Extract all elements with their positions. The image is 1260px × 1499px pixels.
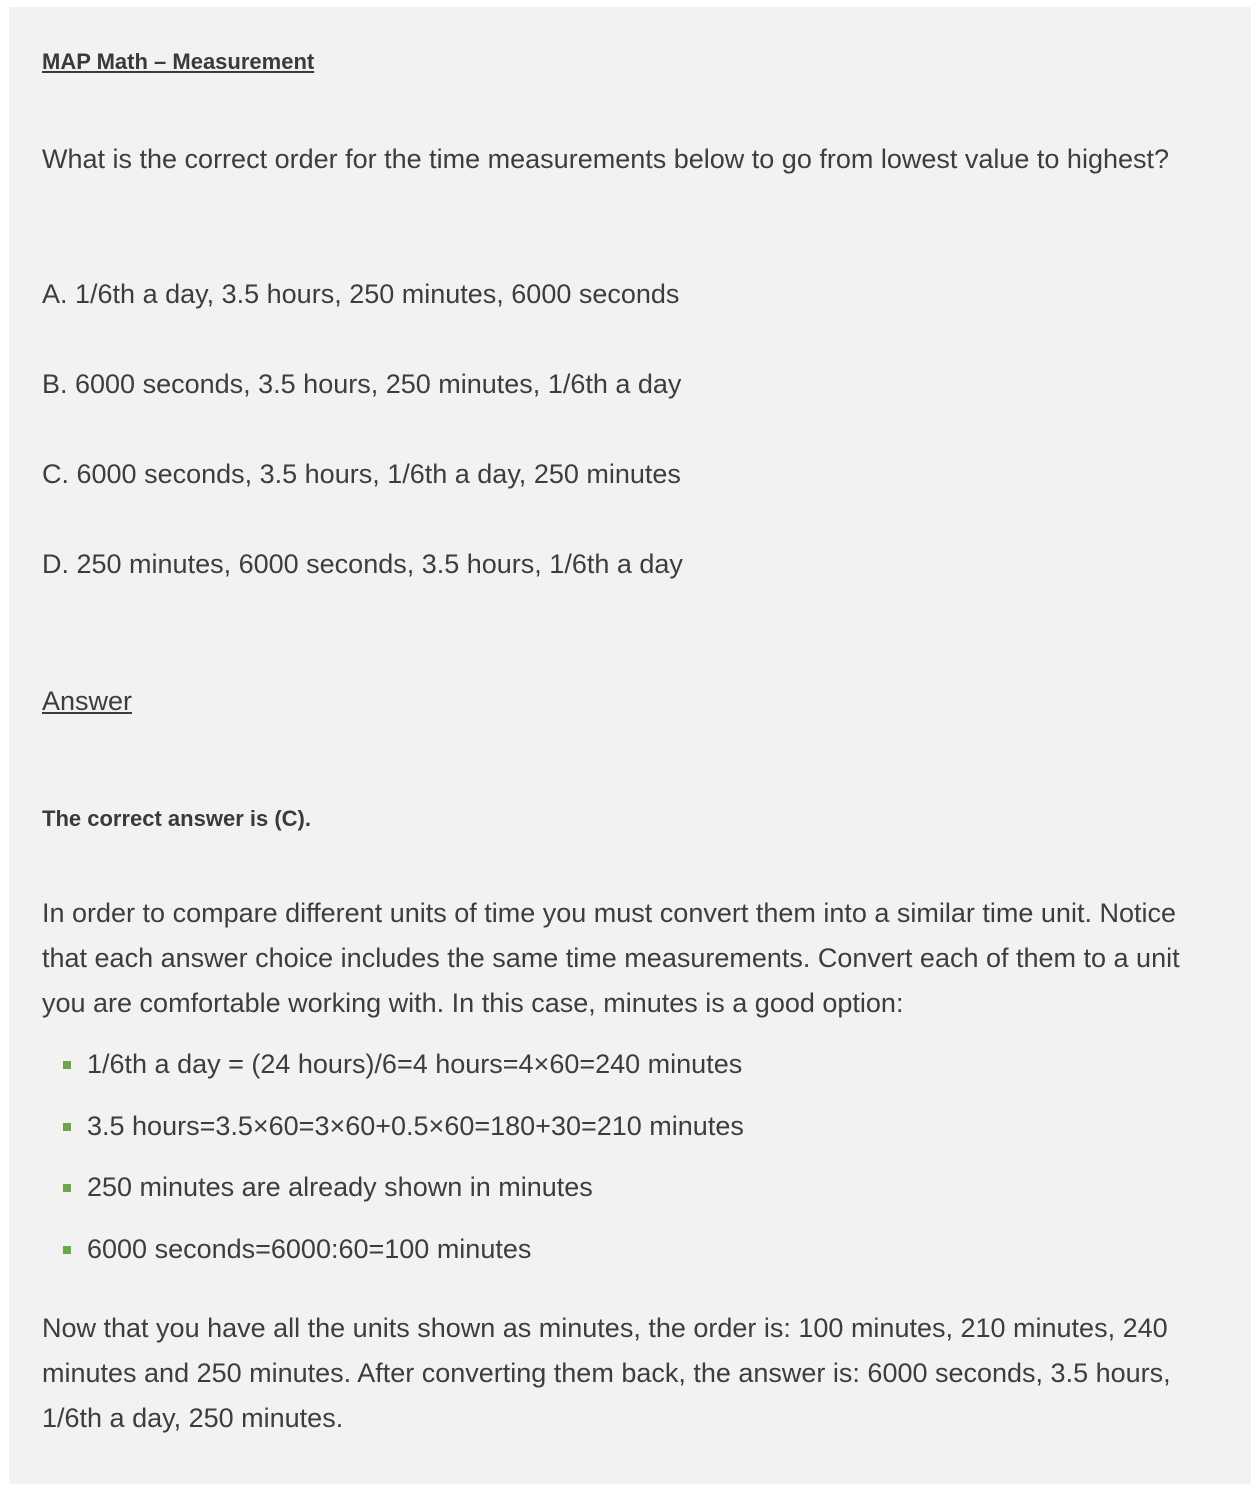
conversion-text: 250 minutes are already shown in minutes [87,1172,593,1203]
option-a: A. 1/6th a day, 3.5 hours, 250 minutes, 6000 seconds [42,279,680,309]
list-item [42,1227,744,1289]
conversion-text: 1/6th a day = (24 hours)/6=4 hours=4×60=240 minutes [87,1049,743,1079]
list-item [42,1104,744,1166]
correct-answer-statement: The correct answer is (C). [42,806,311,831]
list-item [42,1042,744,1104]
list-item [42,1165,744,1227]
option-c: C. 6000 seconds, 3.5 hours, 1/6th a day, 250 minutes [42,459,681,489]
page-title: MAP Math – Measurement [42,49,315,74]
conversion-text: 3.5 hours=3.5×60=3×60+0.5×60=180+30=210 minutes [87,1110,744,1141]
square-bullet-icon [63,1123,71,1131]
square-bullet-icon [63,1061,71,1069]
option-d: D. 250 minutes, 6000 seconds, 3.5 hours, 1/6th a day [42,549,683,579]
option-b: B. 6000 seconds, 3.5 hours, 250 minutes, 1/6th a day [42,369,682,399]
square-bullet-icon [63,1184,71,1192]
conversion-list [42,1042,744,1289]
conversion-text: 6000 seconds=6000:60=100 minutes [87,1234,532,1265]
conclusion-text: Now that you have all the units shown as minutes, the order is: 100 minutes, 210 minutes, 240 minutes and 250 minutes. After converting them back, the answer is: 6000 seconds, 3.5 hours, 1/6th a day, 250 minutes. [42,1313,1171,1433]
square-bullet-icon [63,1246,71,1254]
question-card [9,7,1251,1484]
answer-toggle-link[interactable]: Answer [42,686,133,716]
explanation-text: In order to compare different units of time you must convert them into a similar time unit. Notice that each answer choice includes the same time measurements. Convert each of them to a unit you are comfortable working with. In this case, minutes is a good option: [42,898,1180,1018]
question-text: What is the correct order for the time measurements below to go from lowest value to highest? [42,144,1170,174]
